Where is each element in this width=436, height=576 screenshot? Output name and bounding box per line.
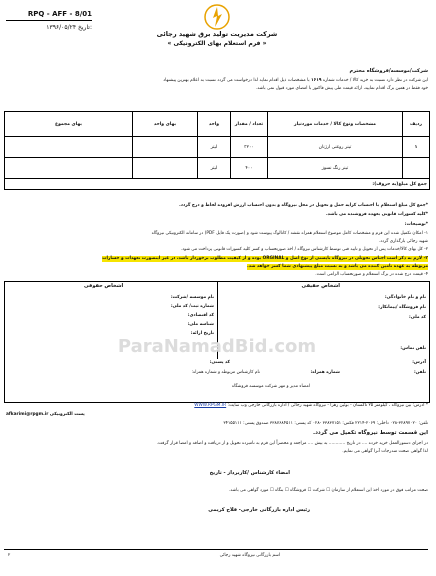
- col-desc: مشخصات ونوع کالا / خدمات موردنیاز: [268, 112, 403, 137]
- form-date: ۱۳۹۶/۰۵/۲۴ تاریخ:: [46, 24, 92, 31]
- form-title: « فرم استعلام بهای الکترونیکی »: [167, 40, 267, 47]
- real-shop-field[interactable]: نام فروشگاه /پیمانکار:: [378, 305, 426, 310]
- total-field[interactable]: [5, 158, 133, 179]
- note-1: *جمع کل مبلغ استعلام با احتساب کرایه حمل و تحویل در محل نیروگاه و بدون احتساب ارزش افزوده لحاظ و درج گردد.: [179, 203, 428, 208]
- postal-field[interactable]: کد پستی:: [209, 360, 230, 365]
- real-code-field[interactable]: کد ملی:: [409, 315, 426, 320]
- expert-field[interactable]: نام کارشناس مربوطه و شماره همراه:: [191, 370, 260, 375]
- total-field[interactable]: [5, 137, 133, 158]
- table-row: تینر رنگ نسوز ۴۰۰ لیتر: [5, 158, 430, 179]
- watermark: ParaNamadBid.com: [117, 336, 317, 357]
- real-title: اشخاص حقیقی: [301, 283, 340, 289]
- company-field[interactable]: نام موسسه /شرکت:: [170, 295, 214, 300]
- econ-field[interactable]: کد اقتصادی:: [187, 313, 214, 318]
- col-price: بهای واحد: [133, 112, 198, 137]
- company-logo-icon: [202, 4, 232, 30]
- form-code: RPQ - AFF - 8/01: [6, 8, 92, 21]
- company-name: شرکت مدیریت تولید برق شهید رجائی: [156, 30, 278, 38]
- col-unit: واحد: [198, 112, 231, 137]
- notes-title: *توضیحات:: [404, 222, 428, 227]
- table-row: ۱ تینر روغنی ارژنان ۳۲۰۰ لیتر: [5, 137, 430, 158]
- items-table: [4, 111, 430, 190]
- intro-line-2: خود فقط در همین برگ اقدام نمایید، ارائه قیمت طی پیش فاکتور با امضای مورد قبول نمی باشد.: [255, 86, 428, 91]
- tel-field[interactable]: تلفن:: [413, 370, 426, 375]
- id-field[interactable]: شناسه ملی:: [187, 322, 214, 327]
- valid-note: این قسمت توسط نیروگاه تکمیل می گردد.: [313, 430, 428, 436]
- page-number: ۲: [8, 553, 11, 558]
- phone-field[interactable]: تلفن تماس:: [400, 346, 426, 351]
- header: [4, 4, 430, 54]
- form-code-box: [6, 8, 92, 31]
- note-2: *کلیه کسورات قانونی بعهده فروشنده می باشد.: [326, 212, 428, 217]
- bottom-caption: اسم بازرگانی نیروگاه شهید رجائی: [219, 553, 280, 558]
- price-field[interactable]: [133, 158, 198, 179]
- total-row: جمع کل مبلغ(به حروف):: [5, 179, 430, 190]
- expert-signature: امضاء کارشناس /کاربرداز - تاریخ: [209, 470, 290, 476]
- intro-line-1: این شرکت در نظر دارد نسبت به خرید کالا / خدمات شماره ۱۶۱۹ با مشخصات ذیل اقدام نماید لذا درخواست می گردد نسبت به اعلام بهترین پیشنهاد: [163, 78, 428, 83]
- head-signature: رئیس اداره بازرگانی خارجی- فلاح کریمی: [208, 507, 310, 513]
- footer-address: * آدرس: بین نیروگاه ، کیلومتر ۲۵ تاکستان - بوئین زهرا - نیروگاه شهید رجائی / اداره بازرگانی خارجی وب سایت: WWW.RPGM.IR: [194, 403, 428, 408]
- addressee: شرکت/موسسه/فروشگاه محترم: [349, 68, 428, 74]
- address-field[interactable]: آدرس:: [412, 360, 426, 365]
- col-qty: تعداد / مقدار: [231, 112, 268, 137]
- bottom-divider: [4, 549, 428, 550]
- col-total: بهای مجموع: [5, 112, 133, 137]
- note-d4: ۴- قیمت درج شده در برگ استعلام و صورتحساب الزامی است.: [315, 272, 428, 277]
- note-d1b: شهید رجائی بارگذاری گردد.: [378, 239, 428, 244]
- note-d3: ۳- لازم به ذکر است اجناس تحویلی در نیروگاه بایستی از نوع اصل و ORGINAL بوده و از کیفیت مطلوب برخوردار باشد، در غیر اینصورت تعهدات و خسارات: [102, 256, 428, 261]
- confirmation-1: در اجرای دستورالعمل خرید خرده .... در تاریخ ............ به بیش .... مراجعه و محضراً این فرم به نامبرده تحویل و از دریافت و اضافه و امضا قرار گرفت.: [156, 441, 428, 446]
- signature-label: امضاء مدیر و مهر شرکت موسسه فروشگاه: [231, 384, 310, 389]
- footer-contact: تلفن: ۳۲۸۹۷۰۲۰-۰۲۸ داخلی: ۲۰۶۹-۲۲۱۴ فکس: ۳۳۸۳۷۱۵۱ -۰۲۸ کد پستی: ۳۳۸۷۶۸۴۵۱۱ صندوق پستی: ۳۴۱۵۵۱۱۱: [223, 421, 428, 426]
- date-field[interactable]: تاریخ ارائه:: [190, 331, 214, 336]
- mobile-field[interactable]: شماره همراه:: [310, 370, 340, 375]
- website-link[interactable]: WWW.RPGM.IR: [194, 403, 227, 408]
- legal-title: اشخاص حقوقی: [84, 283, 124, 289]
- col-row: ردیف: [403, 112, 430, 137]
- footer-email: afkarimi@rpgm.ir پست الکترونیکی: [6, 412, 85, 417]
- price-field[interactable]: [133, 137, 198, 158]
- reg-field[interactable]: شماره ثبت/ کد ملی:: [170, 304, 214, 309]
- confirmation-2: لذا گواهی صحت مندرجات آنرا گواهی می نمایم.: [342, 449, 428, 454]
- email-link[interactable]: afkarimi@rpgm.ir: [6, 412, 49, 417]
- confirmation-3: صحت مراتب فوق در مورد اخذ این استعلام از سازمان ☐ شرکت ☐ فروشگاه ☐ بنگاه ☐ مورد گواهی می باشد.: [228, 488, 428, 493]
- note-d1: ۱- امکان تکمیل شده این فرم و مشخصات کامل موضوع استعلام همراه نقشه / کاتالوگ پیوست شود و (صورت یک فایل PDF) در سامانه الکترونیکی نیروگاه: [151, 231, 428, 236]
- real-name-field[interactable]: نام و نام خانوادگی:: [384, 295, 426, 300]
- note-d3b: مربوطه به عهده تامین کننده می باشد و به نسبت مبلغ پیشنهادی شما کسر خواهد شد.: [247, 264, 428, 269]
- note-d2: ۲- کل بهای کالا/خدمات پس از تحویل و تایید فنی توسط کارشناس نیروگاه / اخذ صورتحساب و کسر کلیه کسورات قانونی پرداخت می شود.: [180, 247, 428, 252]
